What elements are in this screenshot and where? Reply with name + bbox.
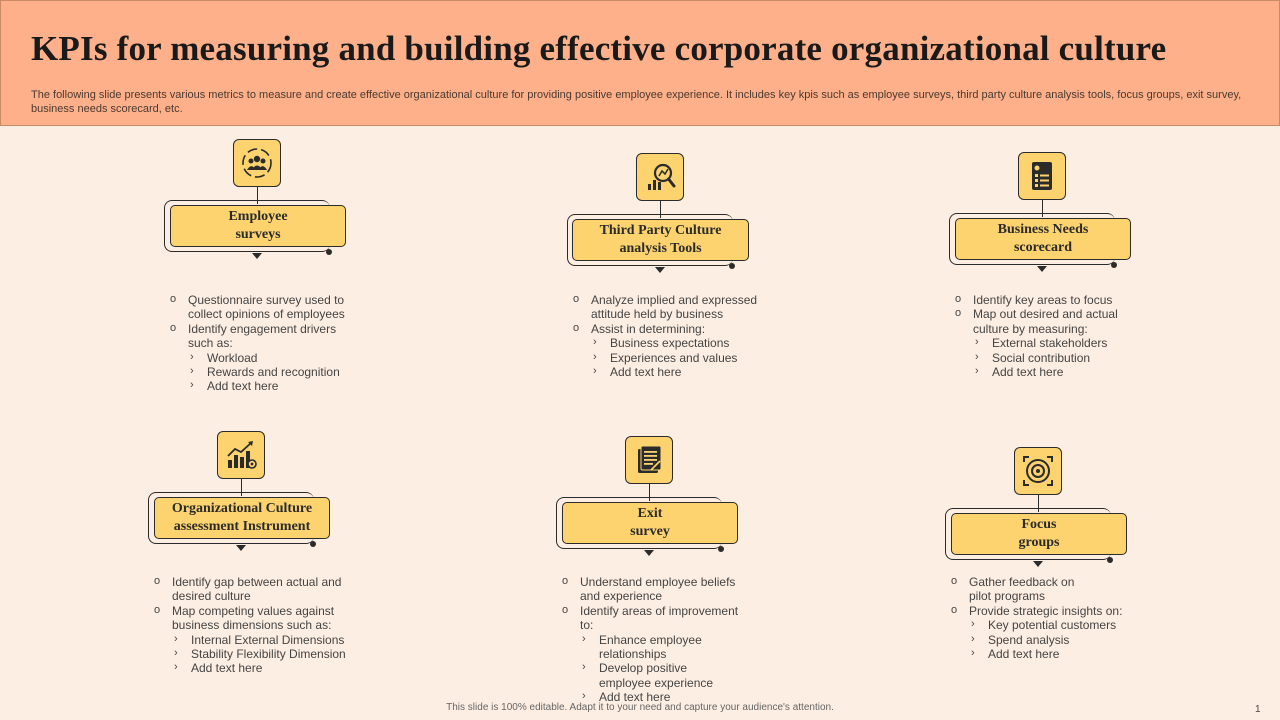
slide-subtitle: The following slide presents various metrics to measure and create effective organizational culture for providing positive employee experience. It includes key kpis such as employee surveys, third party culture analysis tools, focus groups, exit survey, business needs scorecard, etc. [31,89,1242,115]
footer-note: This slide is 100% editable. Adapt it to your need and capture your audience's attention. [446,702,834,713]
bullet-list [562,575,752,705]
kpi-label-line2: analysis Tools [619,241,702,256]
magnifier-chart-icon [636,153,684,201]
target-icon [1014,447,1062,495]
bullet-item: o Gather feedback on pilot programs [951,575,1086,604]
kpi-label-line2: survey [630,524,670,539]
pointer-arrow [252,253,262,259]
kpi-label-line1: Business Needs [997,222,1089,237]
kpi-label-line2: groups [1018,535,1060,550]
bullet-item: o Understand employee beliefs and experience [562,575,752,604]
sub-bullet-item: › Add text here [562,690,752,704]
sub-bullet-item: › Business expectations [573,336,763,350]
pointer-arrow [1037,266,1047,272]
outline-dot [1107,557,1113,563]
sub-bullet-item: › Add text here [573,365,763,379]
kpi-label [170,205,346,247]
scorecard-icon [1018,152,1066,200]
sub-bullet-item: › Spend analysis [951,633,1141,647]
group-icon [233,139,281,187]
header-banner [0,0,1280,126]
bullet-item: o Identify key areas to focus [955,293,1145,307]
bullet-list [170,293,360,394]
sub-bullet-item: › Workload [170,351,360,365]
kpi-label-line1: Third Party Culture [599,223,722,238]
kpi-label-line1: Organizational Culture [171,501,313,516]
sub-bullet-item: › Rewards and recognition [170,365,360,379]
bullet-item: o Identify gap between actual and desired culture [154,575,364,604]
kpi-label [154,497,330,539]
documents-icon [625,436,673,484]
kpi-label-line1: Employee [228,209,288,224]
bullet-list [573,293,763,379]
bullet-item: o Identify areas of improvement to: [562,604,752,633]
sub-bullet-item: › Stability Flexibility Dimension [154,647,364,661]
sub-bullet-item: › Key potential customers [951,618,1141,632]
outline-dot [1111,262,1117,268]
sub-bullet-item: › Add text here [170,379,360,393]
kpi-label [951,513,1127,555]
kpi-label-line2: surveys [235,227,281,242]
bullet-list [955,293,1145,379]
pointer-arrow [644,550,654,556]
kpi-label-line2: assessment Instrument [173,519,311,534]
kpi-label-line1: Focus [1021,517,1057,532]
kpi-label-line2: scorecard [1013,240,1073,255]
slide-title: KPIs for measuring and building effective corporate organizational culture [31,29,1167,68]
kpi-label [562,502,738,544]
sub-bullet-item: › Social contribution [955,351,1145,365]
sub-bullet-item: › Enhance employee relationships [562,633,722,662]
sub-bullet-item: › Add text here [154,661,364,675]
bullet-item: o Identify engagement drivers such as: [170,322,360,351]
bar-chart-gear-icon [217,431,265,479]
bullet-item: o Map competing values against business dimensions such as: [154,604,364,633]
kpi-label [955,218,1131,260]
bullet-item: o Analyze implied and expressed attitude held by business [573,293,763,322]
pointer-arrow [655,267,665,273]
bullet-item: o Provide strategic insights on: [951,604,1141,618]
sub-bullet-item: › External stakeholders [955,336,1145,350]
outline-dot [718,546,724,552]
outline-dot [310,541,316,547]
pointer-arrow [1033,561,1043,567]
kpi-label-line1: Exit [637,506,663,521]
bullet-item: o Questionnaire survey used to collect opinions of employees [170,293,360,322]
kpi-label [572,219,749,261]
sub-bullet-item: › Add text here [951,647,1141,661]
bullet-item: o Map out desired and actual culture by measuring: [955,307,1145,336]
outline-dot [326,249,332,255]
bullet-list [154,575,364,676]
sub-bullet-item: › Add text here [955,365,1145,379]
outline-dot [729,263,735,269]
pointer-arrow [236,545,246,551]
bullet-item: o Assist in determining: [573,322,763,336]
sub-bullet-item: › Develop positive employee experience [562,661,722,690]
page-number: 1 [1255,704,1261,715]
sub-bullet-item: › Internal External Dimensions [154,633,364,647]
sub-bullet-item: › Experiences and values [573,351,763,365]
bullet-list [951,575,1141,661]
